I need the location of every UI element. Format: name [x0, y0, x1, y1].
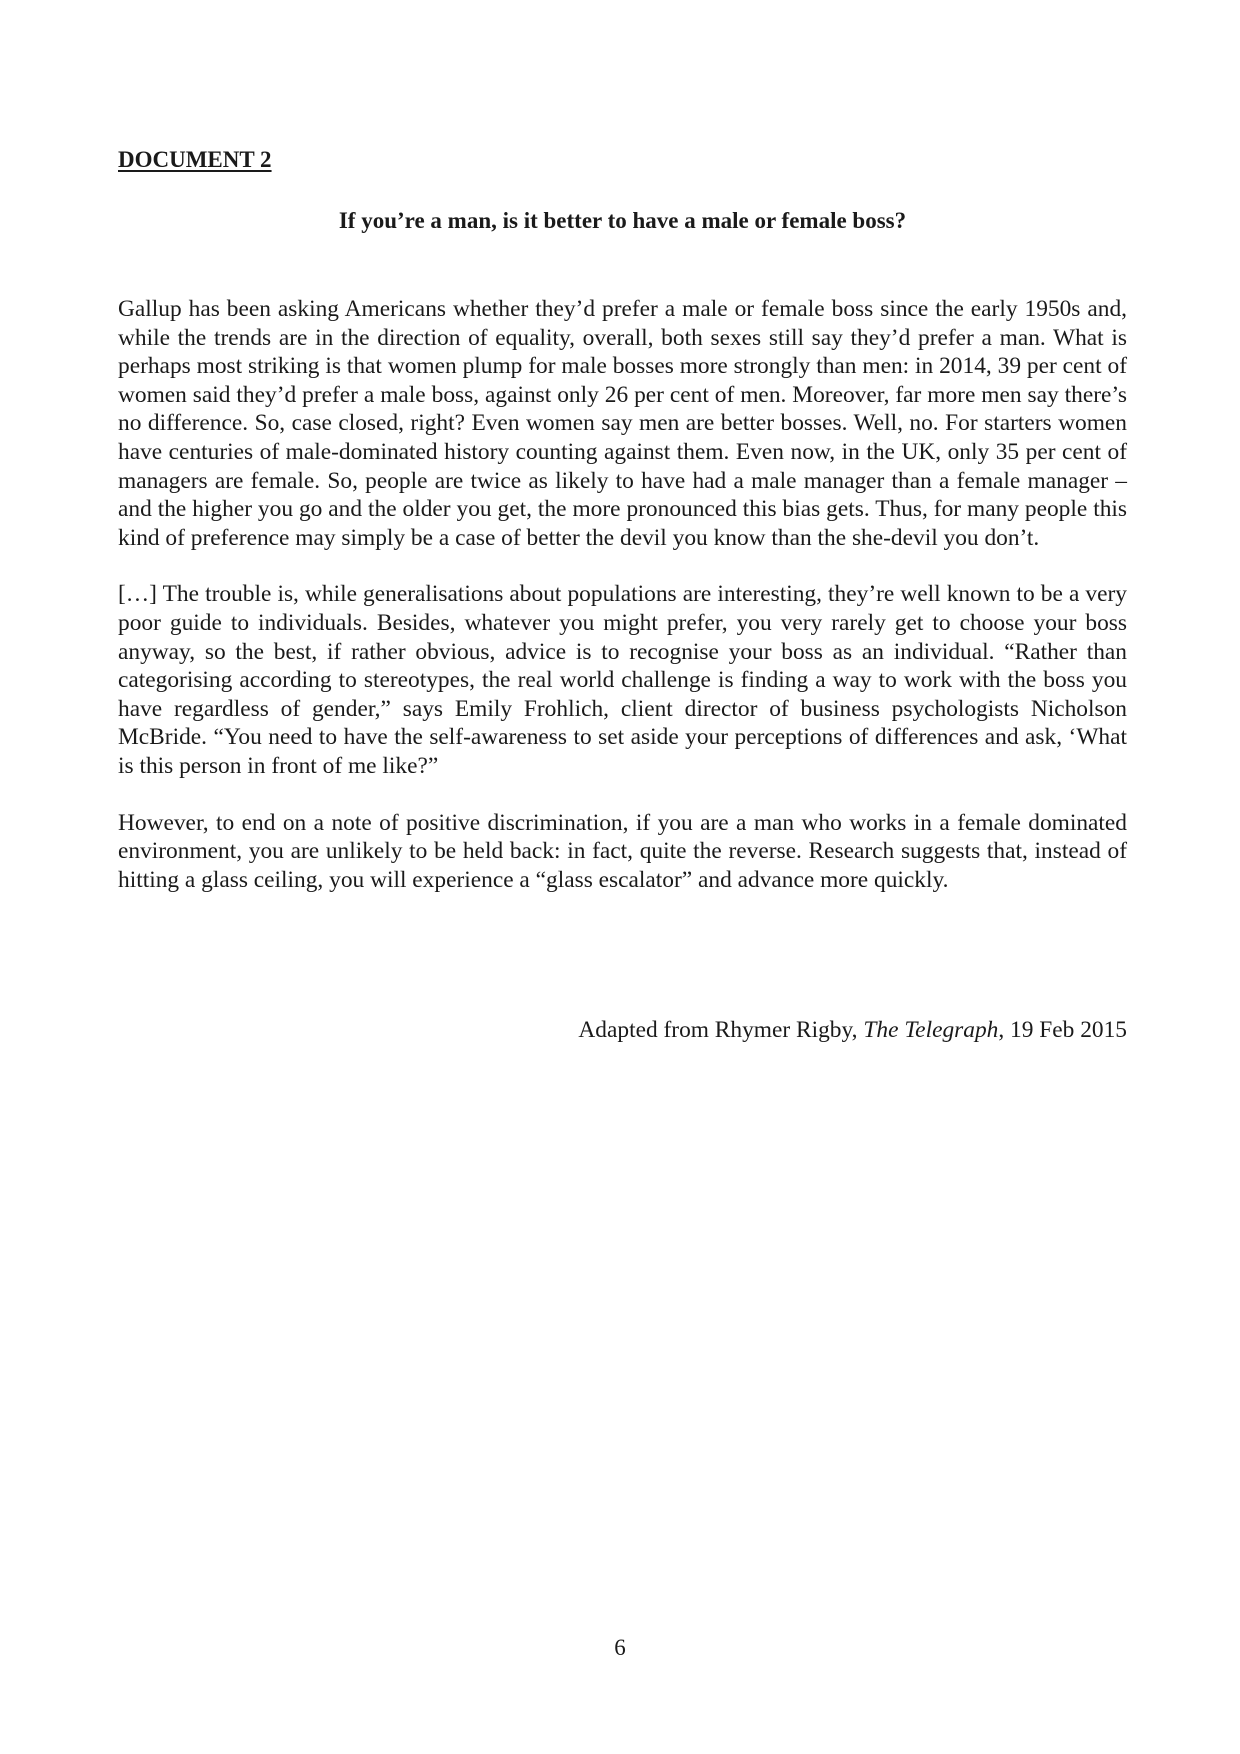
document-label: DOCUMENT 2	[118, 147, 272, 172]
source-publication: The Telegraph	[863, 1017, 999, 1043]
source-citation	[578, 1017, 1127, 1044]
source-prefix: Adapted from Rhymer Rigby,	[578, 1017, 864, 1043]
paragraph-2: […] The trouble is, while generalisations about populations are interesting, they’re well known to be a very poor guide to individuals. Besides, whatever you might prefer, you very rarely get to choose your boss anyway, so the best, if rather obvious, advice is to recognise your boss as an individual. “Rather than categorising according to stereotypes, the real world challenge is finding a way to work with the boss you have regardless of gender,” says Emily Frohlich, client director of business psychologists Nicholson McBride. “You need to have the self-awareness to set aside your perceptions of differences and ask, ‘What is this person in front of me like?”	[118, 581, 1127, 779]
article-body	[118, 295, 1127, 922]
paragraph-1: Gallup has been asking Americans whether they’d prefer a male or female boss since the early 1950s and, while the trends are in the direction of equality, overall, both sexes still say they’d prefer a man. What is perhaps most striking is that women plump for male bosses more strongly than men: in 2014, 39 per cent of women said they’d prefer a male boss, against only 26 per cent of men. Moreover, far more men say there’s no difference. So, case closed, right? Even women say men are better bosses. Well, no. For starters women have centuries of male-dominated history counting against them. Even now, in the UK, only 35 per cent of managers are female. So, people are twice as likely to have had a male manager than a female manager – and the higher you go and the older you get, the more pronounced this bias gets. Thus, for many people this kind of preference may simply be a case of better the devil you know than the she-devil you don’t.	[118, 296, 1127, 551]
paragraph-3: However, to end on a note of positive discrimination, if you are a man who works in a female dominated environment, you are unlikely to be held back: in fact, quite the reverse. Research suggests that, instead of hitting a glass ceiling, you will experience a “glass escalator” and advance more quickly.	[118, 809, 1127, 893]
page-number: 6	[614, 1635, 626, 1660]
source-date: , 19 Feb 2015	[998, 1017, 1127, 1043]
article-title: If you’re a man, is it better to have a male or female boss?	[338, 208, 907, 233]
